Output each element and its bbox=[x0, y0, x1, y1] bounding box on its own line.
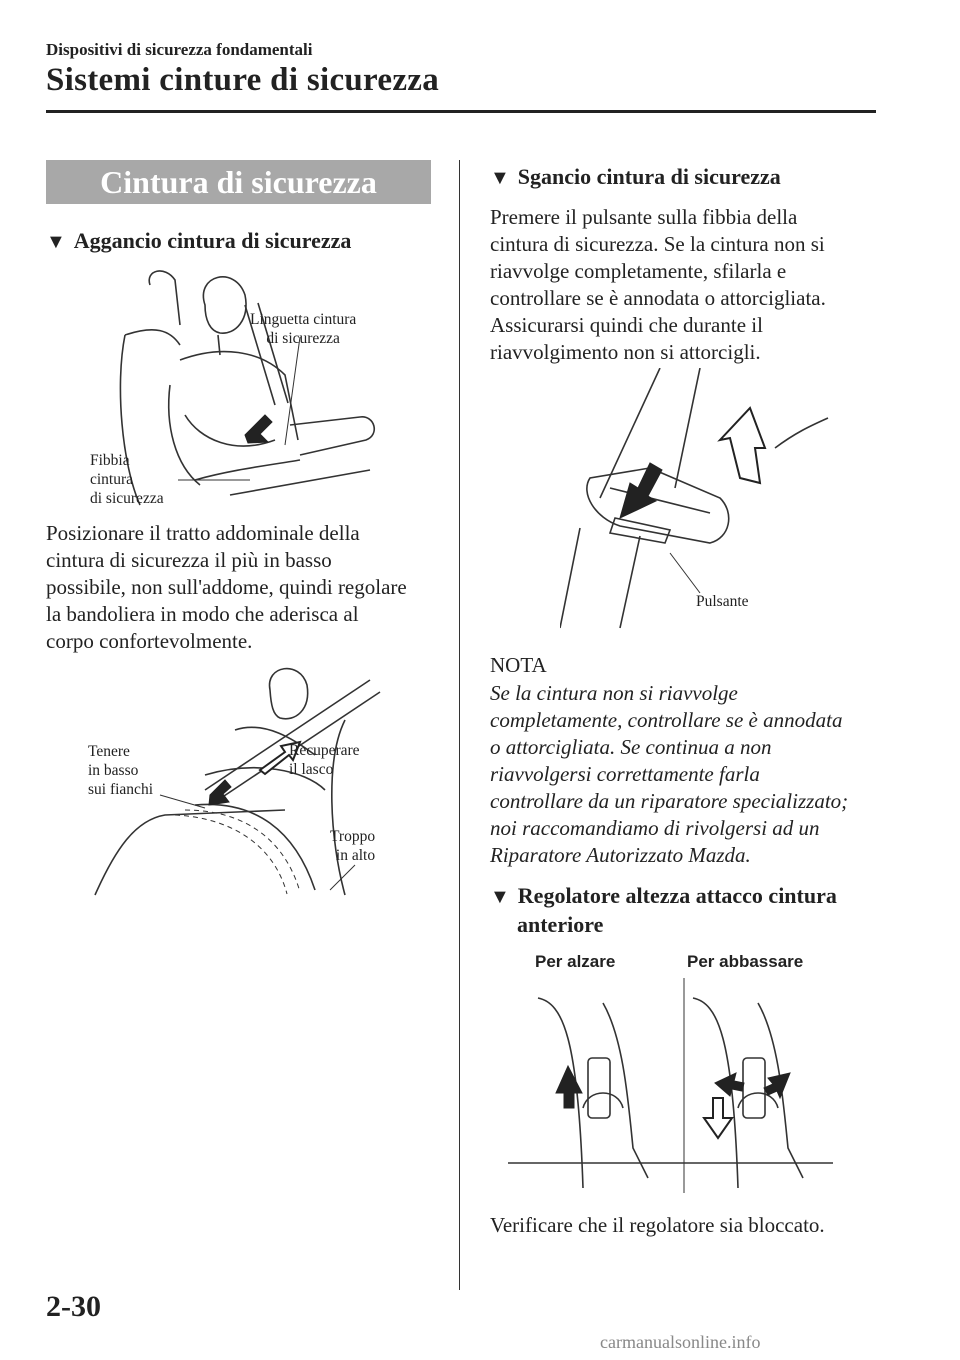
down-arrow-icon bbox=[209, 780, 231, 805]
release-paragraph: Premere il pulsante sulla fibbia della cintura di sicurezza. Se la cintura non si riavvolge completamente, sfilarla e controllare se è annodata o attorcigliata. Assicurarsi quindi che durante il riavvolgimento non si attorcigli. bbox=[490, 205, 826, 364]
lower-arrow-icon bbox=[704, 1098, 732, 1138]
triangle-bullet-icon: ▼ bbox=[490, 167, 510, 189]
squeeze-arrow-right-icon bbox=[764, 1073, 790, 1098]
label-take-slack: Recuperare il lasco bbox=[289, 742, 360, 778]
column-divider bbox=[459, 160, 460, 1290]
subheading-fasten: ▼ Aggancio cintura di sicurezza bbox=[46, 228, 352, 253]
triangle-bullet-icon: ▼ bbox=[46, 231, 66, 253]
label-button: Pulsante bbox=[696, 593, 749, 610]
note-text: Se la cintura non si riavvolge completamente, controllare se è annodata o attorcigliata. Se continua a non riavvolgersi correttamente farla controllare da un riparatore specializzato; noi raccomandiamo di rivolgersi ad un Riparatore Autorizzato Mazda. bbox=[490, 681, 849, 867]
triangle-bullet-icon: ▼ bbox=[490, 886, 510, 908]
page-number: 2-30 bbox=[46, 1290, 101, 1323]
watermark: carmanualsonline.info bbox=[600, 1332, 761, 1352]
section-kicker: Dispositivi di sicurezza fondamentali bbox=[46, 40, 313, 59]
height-adjuster-illustration bbox=[508, 978, 833, 1198]
insert-arrow-icon bbox=[245, 415, 272, 443]
label-raise: Per alzare bbox=[535, 952, 616, 971]
note-title: NOTA bbox=[490, 653, 547, 677]
label-belt-tongue: Linguetta cintura di sicurezza bbox=[250, 311, 357, 347]
squeeze-arrow-left-icon bbox=[715, 1073, 744, 1096]
label-lower: Per abbassare bbox=[687, 952, 804, 971]
header-rule bbox=[46, 110, 876, 113]
retract-arrow-icon bbox=[720, 408, 765, 483]
subheading-release: ▼ Sgancio cintura di sicurezza bbox=[490, 164, 781, 189]
subheading-height-adjuster: ▼ Regolatore altezza attacco cintura anteriore bbox=[490, 883, 837, 937]
label-too-high: Troppo in alto bbox=[330, 828, 376, 864]
section-banner: Cintura di sicurezza bbox=[46, 160, 431, 204]
page-title: Sistemi cinture di sicurezza bbox=[46, 62, 440, 98]
buckle-release-illustration bbox=[560, 368, 835, 630]
verify-locked-text: Verificare che il regolatore sia bloccato. bbox=[490, 1213, 825, 1237]
label-keep-low: Tenere in basso sui fianchi bbox=[88, 743, 153, 798]
fasten-paragraph: Posizionare il tratto addominale della cintura di sicurezza il più in basso possibile, non sull'addome, quindi regolare la bandoliera in modo che aderisca al corpo confortevolmente. bbox=[46, 521, 407, 653]
label-buckle: Fibbia cintura di sicurezza bbox=[90, 452, 164, 507]
